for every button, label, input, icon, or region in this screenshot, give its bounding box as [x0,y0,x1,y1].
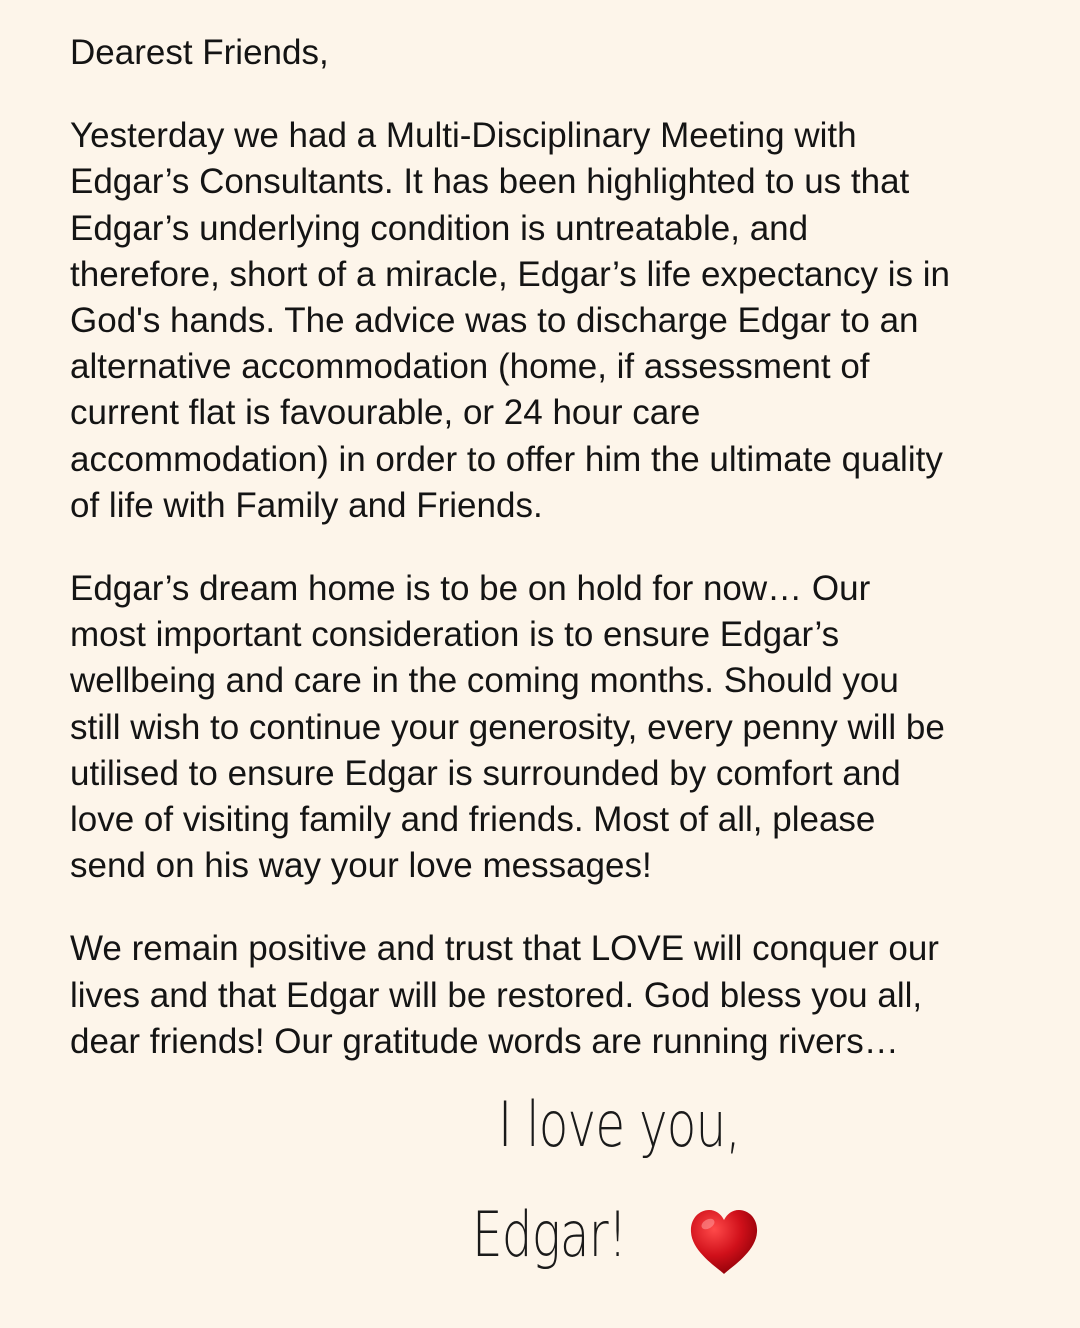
text-line: current flat is favourable, or 24 hour care [70,393,701,433]
text-line: Yesterday we had a Multi-Disciplinary Meeting with [70,116,857,156]
text-line: therefore, short of a miracle, Edgar’s life expectancy is in [70,254,950,294]
paragraph-3 [70,926,1030,1065]
text-line: most important consideration is to ensure Edgar’s [70,615,840,655]
text-line: utilised to ensure Edgar is surrounded by comfort and [70,753,901,793]
letter-body [70,30,1030,1102]
letter-greeting: Dearest Friends, [70,33,329,72]
text-line: still wish to continue your generosity, every penny will be [70,707,945,747]
signature-line-name: Edgar! [472,1198,627,1271]
text-line: lives and that Edgar will be restored. God bless you all, [70,975,923,1015]
text-line: Edgar’s underlying condition is untreatable, and [70,208,809,248]
text-line: God's hands. The advice was to discharge Edgar to an [70,301,919,341]
text-line: Edgar’s dream home is to be on hold for now… Our [70,569,871,609]
heart-shape [691,1210,757,1274]
red-heart-icon [688,1208,760,1276]
text-line: alternative accommodation (home, if assessment of [70,347,870,387]
text-line: We remain positive and trust that LOVE will conquer our [70,929,939,969]
heart-highlight [700,1217,717,1232]
text-line: accommodation) in order to offer him the ultimate quality [70,439,943,479]
text-line: wellbeing and care in the coming months. Should you [70,661,899,701]
paragraph-1 [70,113,1030,529]
text-line: send on his way your love messages! [70,846,652,886]
signature-line-love: I love you, [498,1088,741,1161]
text-line: Edgar’s Consultants. It has been highlighted to us that [70,162,910,202]
text-line: of life with Family and Friends. [70,485,543,525]
text-line: love of visiting family and friends. Most of all, please [70,800,876,840]
paragraph-2 [70,566,1030,889]
text-line: dear friends! Our gratitude words are running rivers… [70,1021,899,1061]
